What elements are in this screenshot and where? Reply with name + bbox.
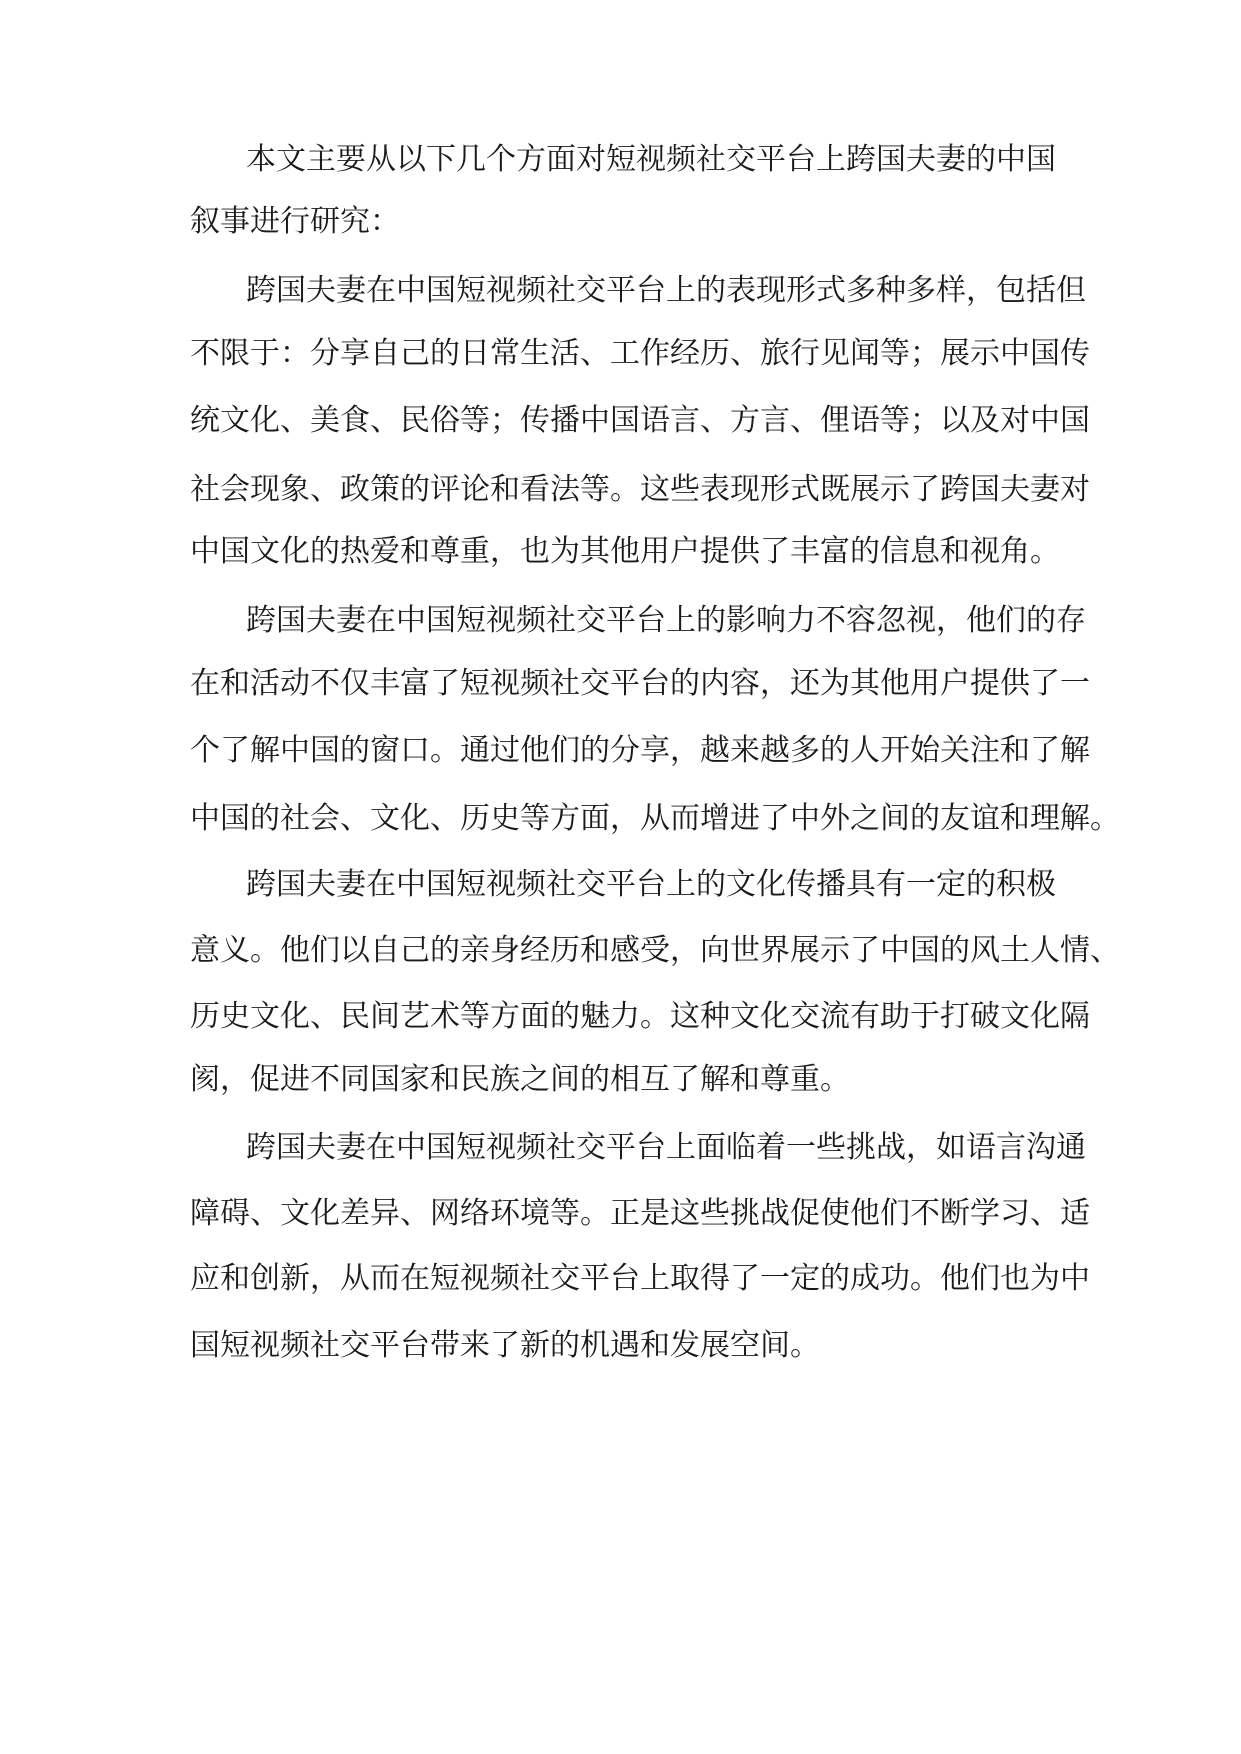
paragraph-2-line-1: 跨国夫妻在中国短视频社交平台上的表现形式多种多样，包括但 [246, 273, 1086, 308]
paragraph-3-line-4: 中国的社会、文化、历史等方面，从而增进了中外之间的友谊和理解。 [190, 801, 1120, 836]
paragraph-5-line-3: 应和创新，从而在短视频社交平台上取得了一定的成功。他们也为中 [190, 1261, 1090, 1296]
paragraph-4-line-4: 阂，促进不同国家和民族之间的相互了解和尊重。 [190, 1062, 850, 1097]
paragraph-4-line-3: 历史文化、民间艺术等方面的魅力。这种文化交流有助于打破文化隔 [190, 999, 1090, 1034]
paragraph-3-line-3: 个了解中国的窗口。通过他们的分享，越来越多的人开始关注和了解 [190, 733, 1090, 768]
paragraph-2-line-2: 不限于：分享自己的日常生活、工作经历、旅行见闻等；展示中国传 [190, 336, 1090, 371]
paragraph-1-line-1: 本文主要从以下几个方面对短视频社交平台上跨国夫妻的中国 [246, 142, 1056, 177]
paragraph-2-line-4: 社会现象、政策的评论和看法等。这些表现形式既展示了跨国夫妻对 [190, 472, 1090, 507]
paragraph-2-line-3: 统文化、美食、民俗等；传播中国语言、方言、俚语等；以及对中国 [190, 403, 1090, 438]
paragraph-4-line-2: 意义。他们以自己的亲身经历和感受，向世界展示了中国的风土人情、 [190, 933, 1120, 968]
paragraph-5-line-1: 跨国夫妻在中国短视频社交平台上面临着一些挑战，如语言沟通 [246, 1130, 1086, 1165]
paragraph-2-line-5: 中国文化的热爱和尊重，也为其他用户提供了丰富的信息和视角。 [190, 534, 1060, 569]
paragraph-3-line-1: 跨国夫妻在中国短视频社交平台上的影响力不容忽视，他们的存 [246, 603, 1086, 638]
paragraph-5-line-4: 国短视频社交平台带来了新的机遇和发展空间。 [190, 1328, 820, 1363]
paragraph-5-line-2: 障碍、文化差异、网络环境等。正是这些挑战促使他们不断学习、适 [190, 1196, 1090, 1231]
paragraph-4-line-1: 跨国夫妻在中国短视频社交平台上的文化传播具有一定的积极 [246, 867, 1056, 902]
paragraph-3-line-2: 在和活动不仅丰富了短视频社交平台的内容，还为其他用户提供了一 [190, 666, 1090, 701]
paragraph-1-line-2: 叙事进行研究： [190, 204, 400, 239]
